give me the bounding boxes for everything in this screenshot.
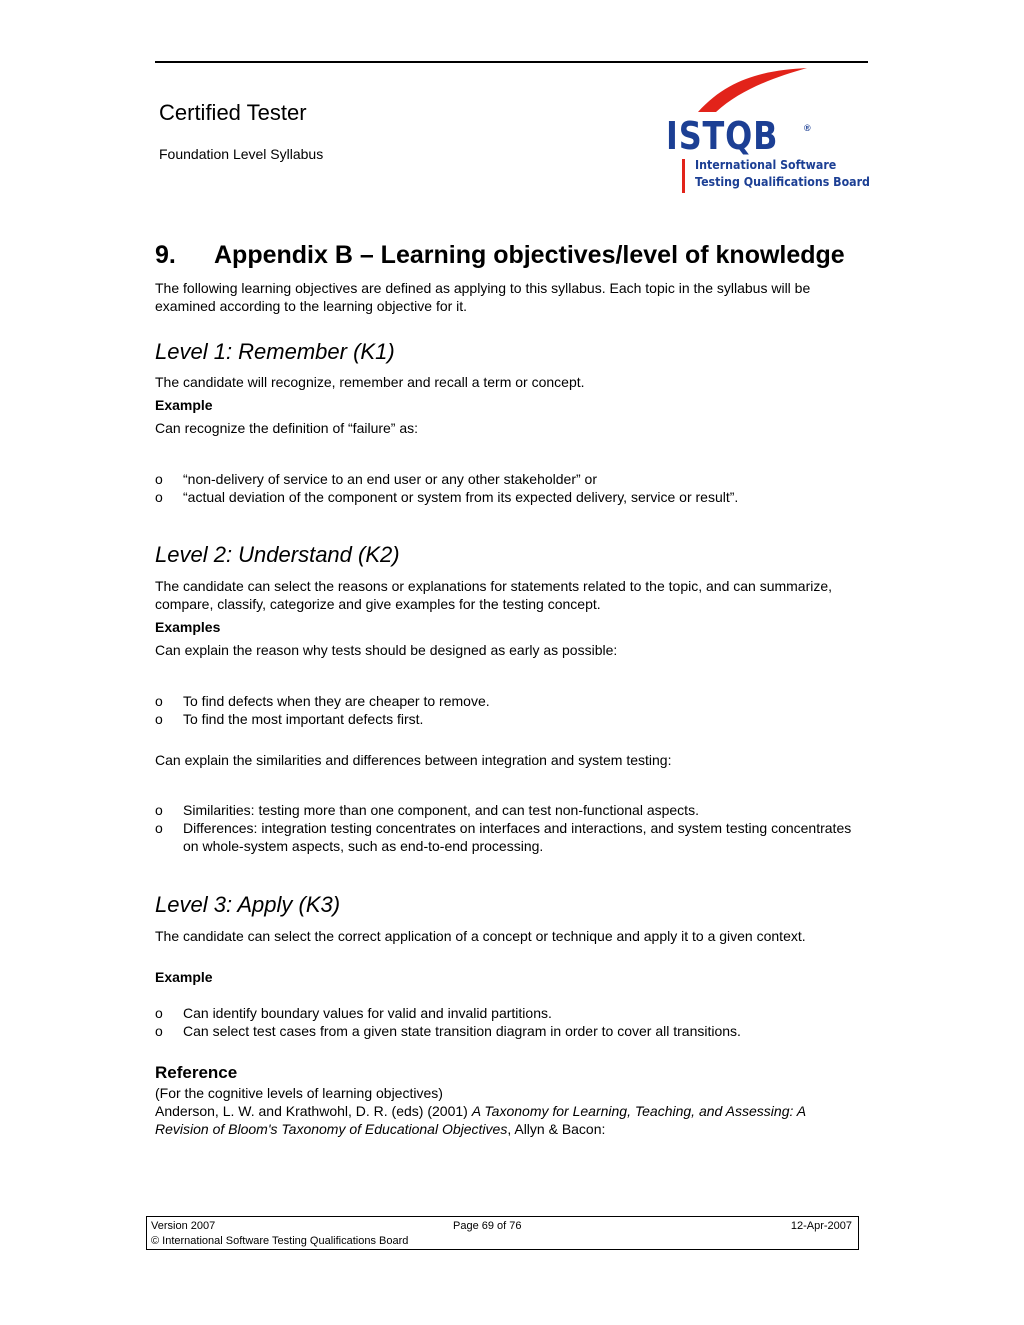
level3-example-label: Example <box>155 969 213 985</box>
document-subtitle: Foundation Level Syllabus <box>159 146 324 162</box>
reference-citation: Anderson, L. W. and Krathwohl, D. R. (eds) (2001) A Taxonomy for Learning, Teaching, and Assessing: A Revision of Bloom's Taxonomy of Educational Objectives, Allyn & Bacon: <box>155 1103 806 1137</box>
reference-heading: Reference <box>155 1063 238 1082</box>
level2-example-label: Examples <box>155 619 221 635</box>
level2-heading: Level 2: Understand (K2) <box>155 542 400 567</box>
bullet-icon: o <box>155 711 163 727</box>
bullet-icon: o <box>155 489 163 505</box>
level1-example-label: Example <box>155 397 213 413</box>
footer-copyright: © International Software Testing Qualifications Board <box>151 1235 409 1247</box>
level1-heading: Level 1: Remember (K1) <box>155 339 395 364</box>
section-intro: The following learning objectives are defined as applying to this syllabus. Each topic in the syllabus will be examined according to the learning objective for it. <box>155 280 811 314</box>
section-heading <box>155 240 845 270</box>
bullet-icon: o <box>155 693 163 709</box>
document-title: Certified Tester <box>159 100 307 125</box>
reference-book-title: A Taxonomy for Learning, Teaching, and Assessing: A Revision of Bloom's Taxonomy of Educational Objectives <box>155 1103 806 1137</box>
logo-tagline-2: Testing Qualifications Board <box>695 175 870 189</box>
logo-wordmark: ISTQB <box>666 114 779 158</box>
section-number: 9. <box>155 241 176 269</box>
level2-example-text-1: Can explain the reason why tests should be designed as early as possible: <box>155 642 618 658</box>
istqb-logo <box>660 66 870 201</box>
level2-description: The candidate can select the reasons or explanations for statements related to the topic, and can summarize, compare, classify, categorize and give examples for the testing concept. <box>155 578 833 612</box>
level2-example-text-2: Can explain the similarities and differences between integration and system testing: <box>155 752 672 768</box>
bullet-icon: o <box>155 1023 163 1039</box>
footer-page-number: Page 69 of 76 <box>453 1220 522 1232</box>
level1-description: The candidate will recognize, remember and recall a term or concept. <box>155 374 585 390</box>
footer-date: 12-Apr-2007 <box>790 1220 852 1232</box>
page-footer <box>146 1216 859 1250</box>
reference-note: (For the cognitive levels of learning objectives) <box>155 1085 443 1101</box>
document-page: Certified Tester Foundation Level Syllabus ISTQB ® International Software Testing Qualifications Board 9. Appendix B – Learning objectives/level of knowledge The following learning objectives are defined as applying to this syllabus. Each topic in the syllabus will be examined according to the learning objective for it. Level 1: Remember (K1) The candidate will recognize, remember and recall a term or concept. Example Can recognize the definition of “failure” as: o “non-delivery of service to an end user or any other stakeholder” or o “actual deviation of the component or system from its expected delivery, service or result”. Level 2: Understand (K2) The candidate can select the reasons or explanations for statements related to the topic, and can summarize, compare, classify, categorize and give examples for the testing concept. Examples Can explain the reason why tests should be designed as early as possible: o To find defects when they are cheaper to remove. o To find the most important defects first. Can explain the similarities and differences between integration and system testing: o Similarities: testing more than one component, and can test non-functional aspects. o Differences: integration testing concentrates on interfaces and interactions, and system testing concentrates on whole-system aspects, such as end-to-end processing. Level 3: Apply (K3) The candidate can select the correct application of a concept or technique and apply it to a given context. Example o Can identify boundary values for valid and invalid partitions. o Can select test cases from a given state transition diagram in order to cover all transitions. Reference (For the cognitive levels of learning objectives) Anderson, L. W. and Krathwohl, D. R. (eds) (2001) A Taxonomy for Learning, Teaching, and Assessing: A Revision of Bloom's Taxonomy of Educational Objectives, Allyn & Bacon: Version 2007 Page 69 of 76 12-Apr-2007 © International Software Testing Qualifications Board <box>0 0 1024 1325</box>
level1-example-text: Can recognize the definition of “failure” as: <box>155 420 419 436</box>
bullet-icon: o <box>155 1005 163 1021</box>
bullet-icon: o <box>155 471 163 487</box>
logo-tagline-1: International Software <box>695 158 837 172</box>
level3-heading: Level 3: Apply (K3) <box>155 892 341 917</box>
bullet-icon: o <box>155 820 163 836</box>
footer-version: Version 2007 <box>151 1220 216 1232</box>
section-title: Appendix B – Learning objectives/level of knowledge <box>214 241 845 269</box>
header-rule <box>155 61 868 63</box>
level3-description: The candidate can select the correct application of a concept or technique and apply it to a given context. <box>155 928 806 944</box>
logo-registered-mark: ® <box>804 123 811 133</box>
bullet-icon: o <box>155 802 163 818</box>
